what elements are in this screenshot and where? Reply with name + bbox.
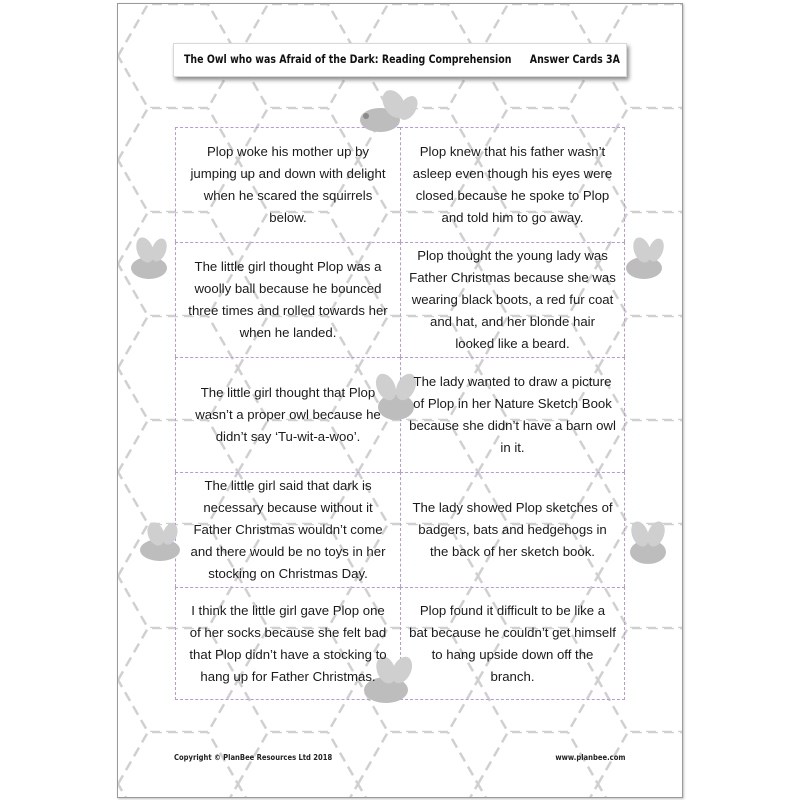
answer-card: The lady wanted to draw a picture of Plop in her Nature Sketch Book because she didn’t have a barn owl in it. [400, 357, 625, 472]
worksheet-title: The Owl who was Afraid of the Dark: Reading Comprehension [184, 52, 512, 66]
answer-card: Plop thought the young lady was Father Christmas because she was wearing black boots, a red fur coat and hat, and her blonde hair looked like a beard. [400, 242, 625, 357]
title-bar [173, 43, 627, 77]
card-set-label: Answer Cards 3A [529, 52, 620, 66]
answer-card: Plop woke his mother up by jumping up and down with delight when he scared the squirrels below. [175, 127, 400, 242]
answer-card: The little girl thought Plop was a woolly ball because he bounced three times and rolled towards her when he landed. [175, 242, 400, 357]
website-link[interactable]: www.planbee.com [554, 753, 625, 762]
copyright-text: Copyright © PlanBee Resources Ltd 2018 [174, 753, 333, 762]
answer-card: Plop knew that his father wasn’t asleep even though his eyes were closed because he spoke to Plop and told him to go away. [400, 127, 625, 242]
bee-icon [618, 520, 678, 574]
answer-card: The lady showed Plop sketches of badgers, bats and hedgehogs in the back of her sketch book. [400, 472, 625, 587]
worksheet-page [117, 3, 683, 798]
answer-card: Plop found it difficult to be like a bat because he couldn’t get himself to hang upside down off the branch. [400, 587, 625, 700]
answer-card: The little girl thought that Plop wasn’t a proper owl because he didn’t say ‘Tu-wit-a-woo’. [175, 357, 400, 472]
bee-icon [356, 86, 424, 138]
bee-icon [614, 236, 676, 284]
answer-card: The little girl said that dark is necessary because without it Father Christmas wouldn’t come and there would be no toys in her stocking on Christmas Day. [175, 472, 400, 587]
bee-icon [123, 236, 185, 284]
answer-card: I think the little girl gave Plop one of her socks because she felt bad that Plop didn’t have a stocking to hang up for Father Christmas. [175, 587, 400, 700]
